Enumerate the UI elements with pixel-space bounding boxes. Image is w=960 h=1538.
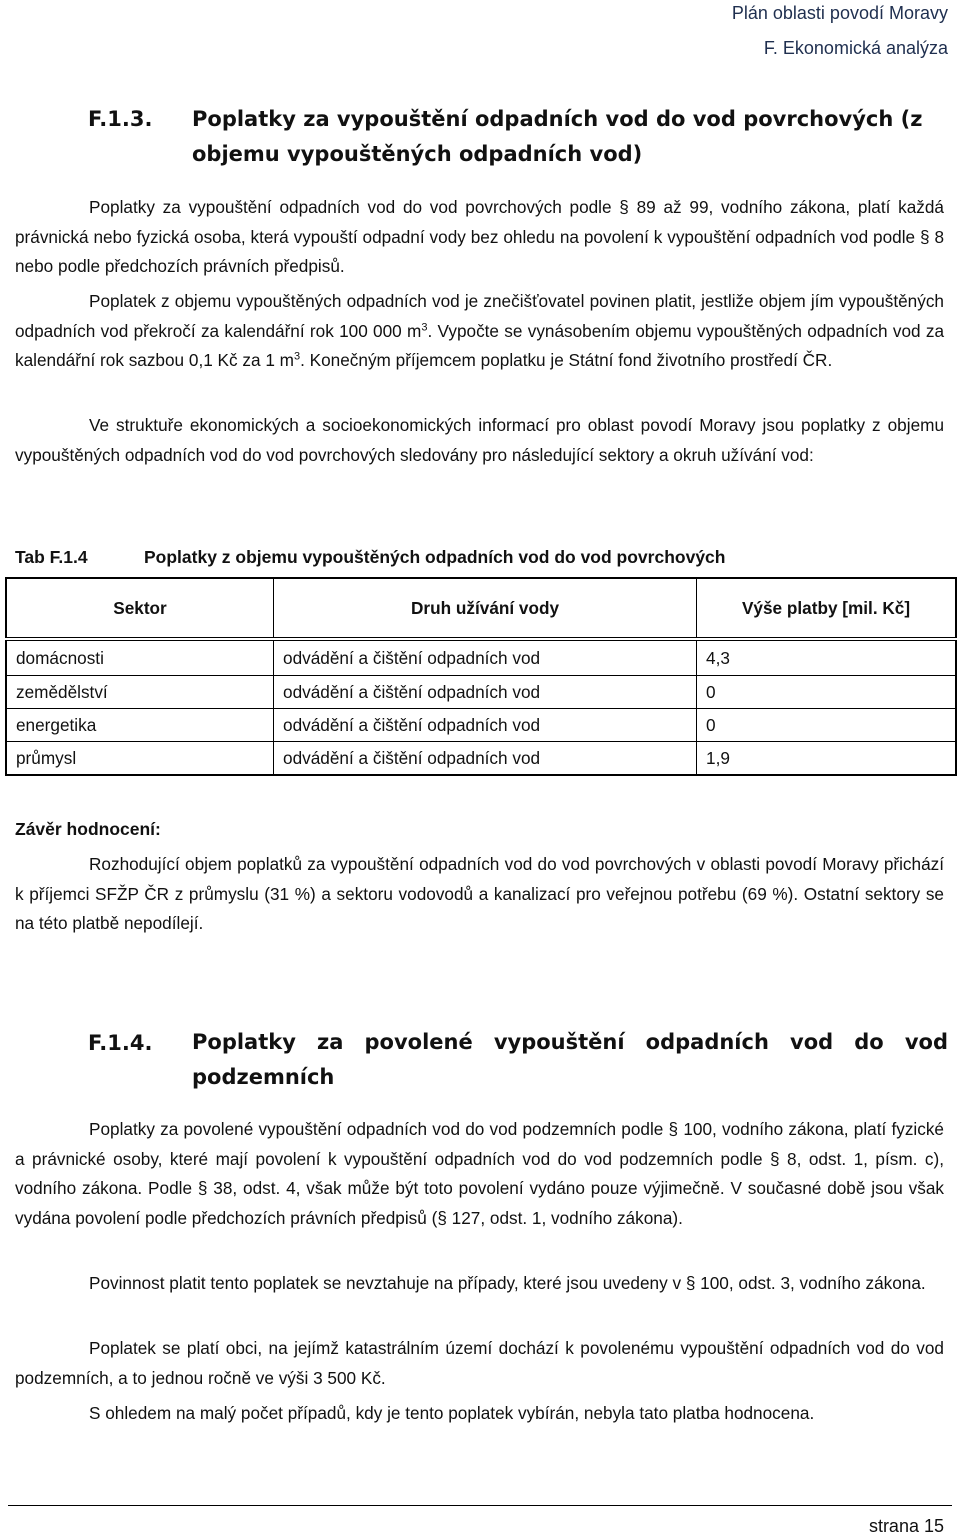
- paragraph-f13-2-part2: . Vypočte se vynásobením objemu vypouštěných odpadních vod za kalendářní rok sazbou 0,1 Kč za 1 m: [15, 320, 944, 370]
- paragraph-f14-2: Povinnost platit tento poplatek se nevztahuje na případy, které jsou uvedeny v § 100, odst. 3, vodního zákona.: [89, 1273, 926, 1293]
- cell-water-use: odvádění a čištění odpadních vod: [274, 742, 697, 776]
- column-header-water-use: Druh užívání vody: [274, 578, 697, 639]
- section-number-f14: F.1.4.: [88, 1031, 153, 1055]
- paragraph-f13-2-part1: Poplatek z objemu vypouštěných odpadních vod je znečišťovatel povinen platit, jestliže objem jím vypouštěných odpadních vod překročí za kalendářní rok 100 000 m: [15, 291, 944, 341]
- table-label: Tab F.1.4: [15, 547, 88, 567]
- paragraph-f14-4: S ohledem na malý počet případů, kdy je tento poplatek vybírán, nebyla tato platba hodnocena.: [89, 1403, 815, 1423]
- footer-divider: [8, 1505, 952, 1506]
- section-title-f14: Poplatky za povolené vypouštění odpadních vod do vod podzemních: [192, 1030, 948, 1089]
- cell-payment: 1,9: [697, 742, 956, 776]
- column-header-sector: Sektor: [6, 578, 274, 639]
- paragraph-f14-3: Poplatek se platí obci, na jejímž katastrálním území dochází k povolenému vypouštění odpadních vod do vod podzemních, a to jednou ročně ve výši 3 500 Kč.: [15, 1338, 944, 1388]
- cell-payment: 4,3: [697, 639, 956, 676]
- cell-water-use: odvádění a čištění odpadních vod: [274, 676, 697, 709]
- fees-table: [5, 577, 957, 776]
- table-row: [6, 742, 956, 776]
- superscript-cubic-1: 3: [421, 320, 428, 333]
- cell-payment: 0: [697, 676, 956, 709]
- paragraph-f13-2: [15, 287, 944, 376]
- table-row: [6, 676, 956, 709]
- conclusion-heading: Závěr hodnocení:: [15, 819, 161, 839]
- table-caption: Poplatky z objemu vypouštěných odpadních vod do vod povrchových: [144, 547, 726, 567]
- cell-water-use: odvádění a čištění odpadních vod: [274, 709, 697, 742]
- paragraph-f13-2-part3: . Konečným příjemcem poplatku je Státní fond životního prostředí ČR.: [300, 350, 833, 370]
- page-number: strana 15: [868, 1516, 944, 1536]
- table-row: [6, 639, 956, 676]
- paragraph-f13-1: Poplatky za vypouštění odpadních vod do vod povrchových podle § 89 až 99, vodního zákona, platí každá právnická nebo fyzická osoba, která vypouští odpadní vody bez ohledu na povolení k vypouštění odpadních vod podle § 8 nebo podle předchozích právních předpisů.: [15, 197, 944, 276]
- cell-water-use: odvádění a čištění odpadních vod: [274, 639, 697, 676]
- section-number-f13: F.1.3.: [88, 107, 153, 131]
- running-header-chapter: F. Ekonomická analýza: [763, 38, 948, 58]
- table-row: [6, 709, 956, 742]
- cell-sector: zemědělství: [6, 676, 274, 709]
- cell-sector: energetika: [6, 709, 274, 742]
- cell-sector: domácnosti: [6, 639, 274, 676]
- section-title-f13: Poplatky za vypouštění odpadních vod do vod povrchových (z objemu vypouštěných odpadních vod): [192, 107, 923, 166]
- cell-sector: průmysl: [6, 742, 274, 776]
- paragraph-f14-1: Poplatky za povolené vypouštění odpadních vod do vod podzemních podle § 100, vodního zákona, platí fyzické a právnické osoby, které mají povolení k vypouštění odpadních vod do vod podzemních podle § 8, odst. 1, písm. c), vodního zákona. Podle § 38, odst. 4, však může být toto povolení vydáno pouze výjimečně. V současné době jsou však vydána povolení podle předchozích právních předpisů (§ 127, odst. 1, vodního zákona).: [15, 1119, 944, 1228]
- paragraph-f13-3: Ve struktuře ekonomických a socioekonomických informací pro oblast povodí Moravy jsou poplatky z objemu vypouštěných odpadních vod do vod povrchových sledovány pro následující sektory a okruh užívání vod:: [15, 415, 944, 465]
- cell-payment: 0: [697, 709, 956, 742]
- table-header-row: [6, 578, 956, 639]
- superscript-cubic-2: 3: [293, 350, 301, 363]
- column-header-payment: Výše platby [mil. Kč]: [697, 578, 956, 639]
- running-header-title: Plán oblasti povodí Moravy: [731, 3, 948, 23]
- conclusion-text: Rozhodující objem poplatků za vypouštění odpadních vod do vod povrchových v oblasti povodí Moravy přichází k příjemci SFŽP ČR z průmyslu (31 %) a sektoru vodovodů a kanalizací pro veřejnou potřebu (69 %). Ostatní sektory se na této platbě nepodílejí.: [15, 854, 944, 933]
